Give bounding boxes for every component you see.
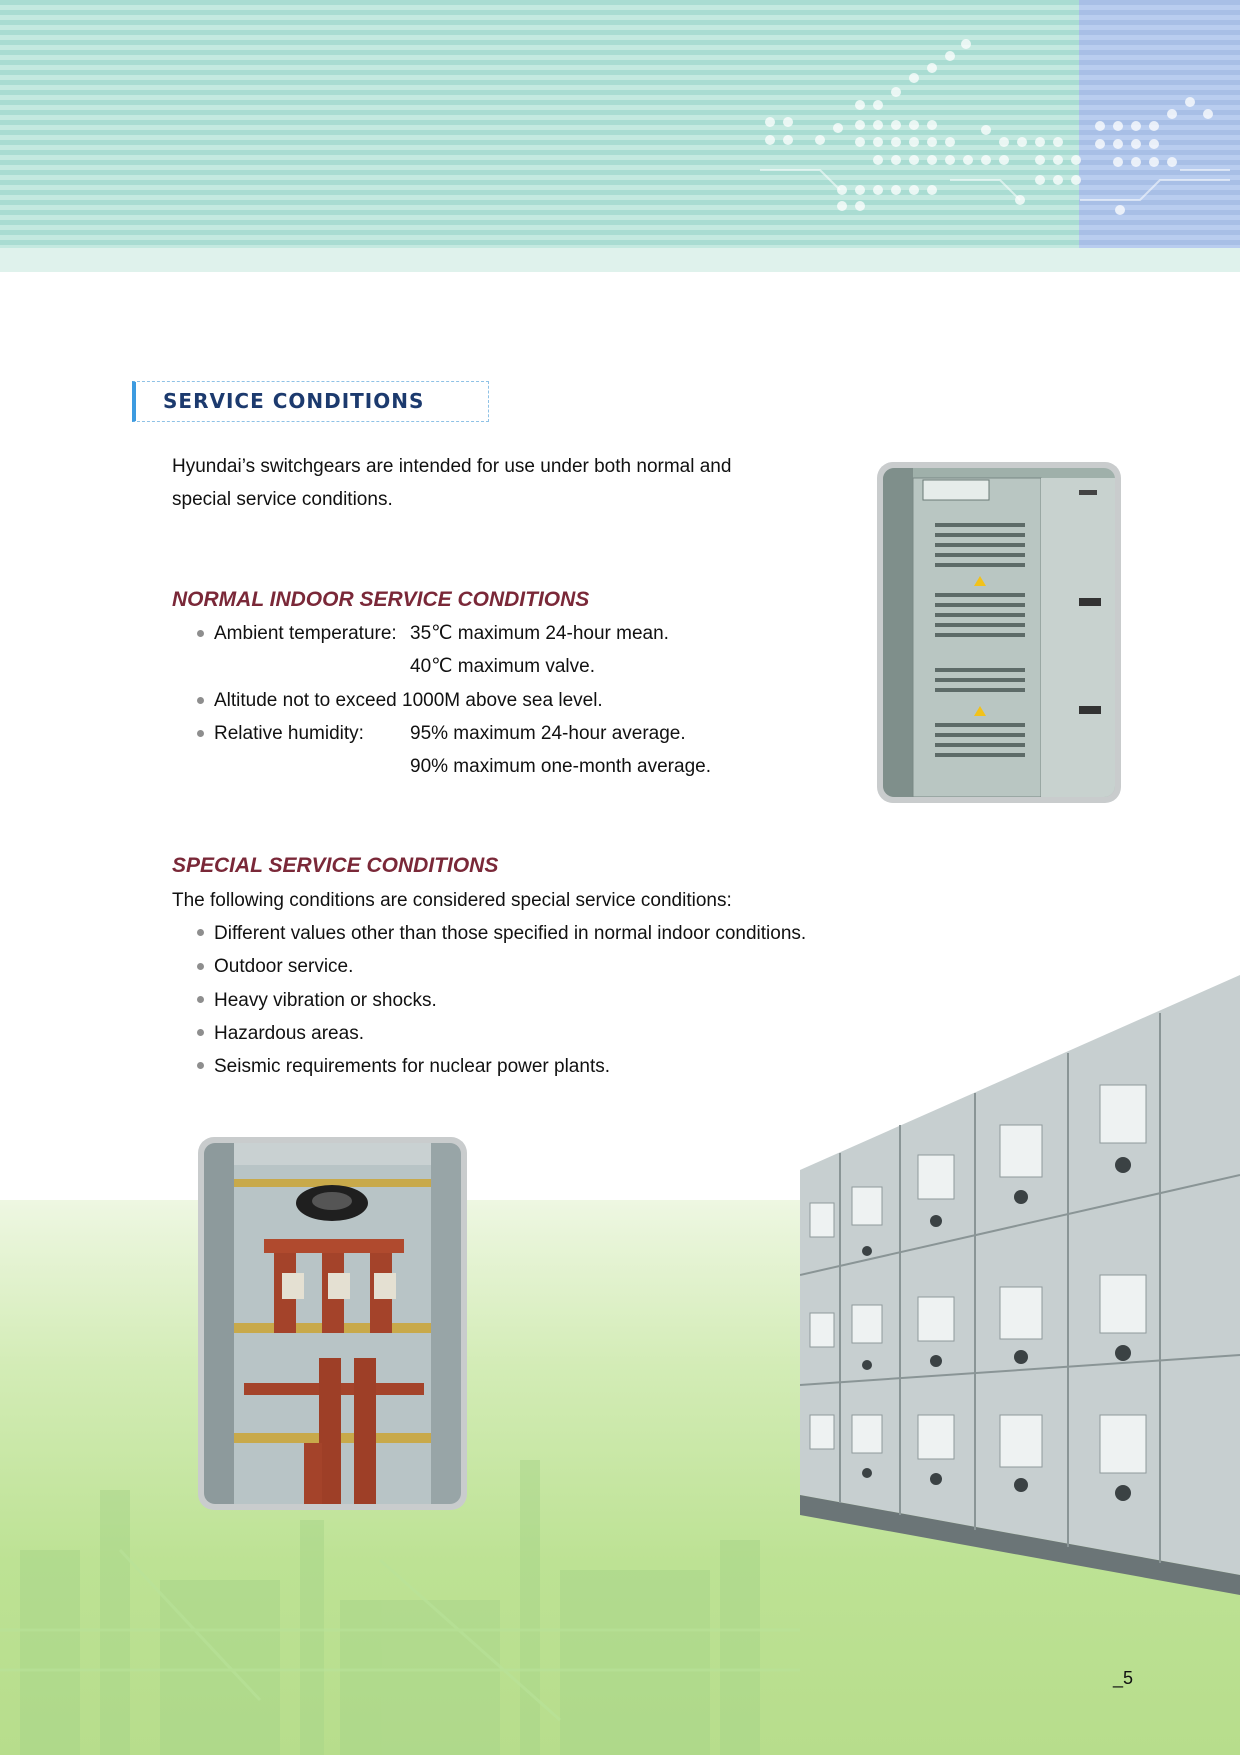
intro-line-2: special service conditions. (172, 489, 393, 510)
normal-item-value: 90% maximum one-month average. (410, 756, 711, 777)
bullet-icon (197, 730, 204, 737)
special-conditions-intro: The following conditions are considered special service conditions: (172, 890, 732, 911)
special-item: Heavy vibration or shocks. (214, 990, 437, 1011)
special-item: Different values other than those specified in normal indoor conditions. (214, 923, 807, 944)
circuit-dots-decoration (760, 30, 1240, 230)
intro-line-1: Hyundai’s switchgears are intended for use under both normal and (172, 456, 732, 477)
normal-item-value: 35℃ maximum 24-hour mean. (410, 623, 669, 644)
special-conditions-heading: SPECIAL SERVICE CONDITIONS (172, 854, 499, 877)
cabinet-interior-image (204, 1143, 461, 1504)
normal-item-label: Relative humidity: (214, 723, 364, 744)
bullet-icon (197, 697, 204, 704)
special-item: Hazardous areas. (214, 1023, 364, 1044)
special-item: Seismic requirements for nuclear power plants. (214, 1056, 611, 1077)
normal-item-value: 95% maximum 24-hour average. (410, 723, 686, 744)
switchboard-lineup-image (800, 975, 1240, 1595)
section-title: SERVICE CONDITIONS (163, 389, 425, 413)
cabinet-door-image (883, 468, 1115, 797)
normal-conditions-heading: NORMAL INDOOR SERVICE CONDITIONS (172, 588, 590, 611)
bullet-icon (197, 630, 204, 637)
bullet-icon (197, 929, 204, 936)
bullet-icon (197, 1029, 204, 1036)
normal-item-label: Altitude not to exceed 1000M above sea level. (214, 690, 603, 711)
normal-item-label: Ambient temperature: (214, 623, 397, 644)
header-strip (0, 248, 1240, 272)
bullet-icon (197, 996, 204, 1003)
header-banner (0, 0, 1240, 272)
special-item: Outdoor service. (214, 956, 354, 977)
section-title-box (132, 381, 489, 422)
bullet-icon (197, 1062, 204, 1069)
normal-item-value: 40℃ maximum valve. (410, 656, 595, 677)
page-number: _5 (1113, 1668, 1134, 1688)
cabinet-door-photo (877, 462, 1121, 803)
bullet-icon (197, 963, 204, 970)
cabinet-interior-photo (198, 1137, 467, 1510)
